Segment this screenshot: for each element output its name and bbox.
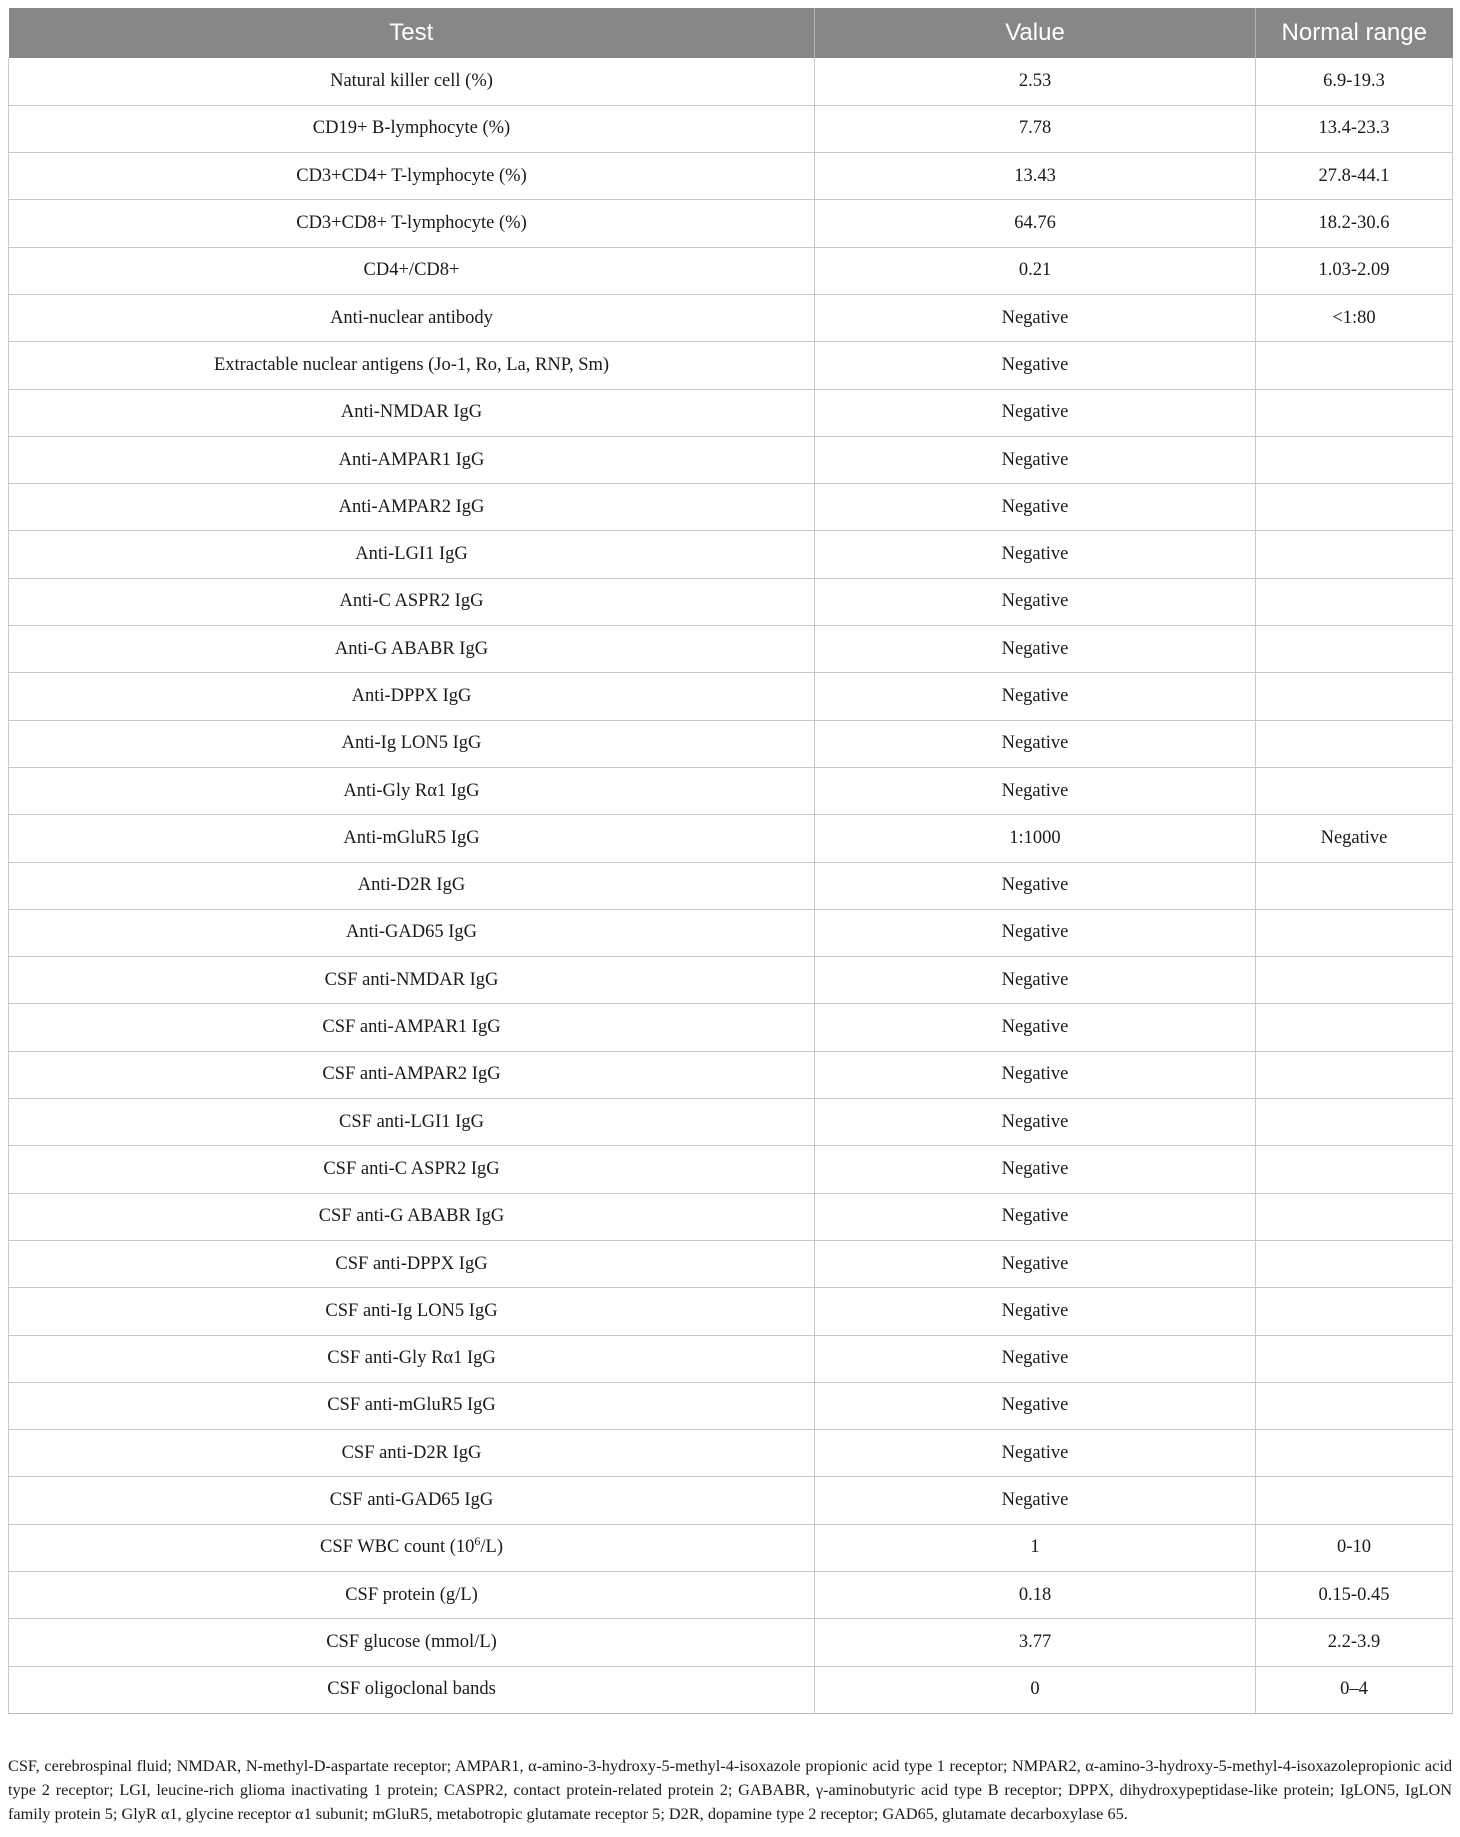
test-name: CSF anti-G ABABR IgG <box>318 1206 505 1227</box>
table-row <box>9 1666 1453 1713</box>
cell-normal-range <box>1256 1477 1453 1524</box>
cell-test <box>9 1477 815 1524</box>
cell-value: Negative <box>815 531 1256 578</box>
cell-value: Negative <box>815 1099 1256 1146</box>
cell-normal-range: <1:80 <box>1256 294 1453 341</box>
cell-value: 1 <box>815 1524 1256 1571</box>
test-name: Natural killer cell (%) <box>330 70 493 91</box>
cell-normal-range: 27.8-44.1 <box>1256 153 1453 200</box>
table-footnote: CSF, cerebrospinal fluid; NMDAR, N-methyl-D-aspartate receptor; AMPAR1, α-amino-3-hydroxy-5-methyl-4-isoxazole propionic acid type 1 receptor; NMPAR2, α-amino-3-hydroxy-5-methyl-4-isoxazolepropionic acid type 2 receptor; LGI, leucine-rich glioma inactivating 1 protein; CASPR2, contact protein-related protein 2; GABABR, γ-aminobutyric acid type B receptor; DPPX, dihydroxypeptidase-like protein; IgLON5, IgLON family protein 5; GlyR α1, glycine receptor α1 subunit; mGluR5, metabotropic glutamate receptor 5; D2R, dopamine type 2 receptor; GAD65, glutamate decarboxylase 65. <box>8 1756 1452 1823</box>
test-name: CSF anti-Gly Rα1 IgG <box>327 1348 496 1369</box>
cell-test <box>9 1288 815 1335</box>
cell-value: 0.18 <box>815 1572 1256 1619</box>
cell-test <box>9 909 815 956</box>
cell-value: 64.76 <box>815 200 1256 247</box>
test-name: CSF anti-AMPAR2 IgG <box>322 1064 501 1085</box>
cell-normal-range <box>1256 1099 1453 1146</box>
cell-test <box>9 1572 815 1619</box>
cell-test <box>9 105 815 152</box>
cell-normal-range <box>1256 626 1453 673</box>
table-row <box>9 673 1453 720</box>
cell-normal-range <box>1256 1004 1453 1051</box>
cell-normal-range: 0–4 <box>1256 1666 1453 1713</box>
cell-value: Negative <box>815 342 1256 389</box>
cell-test <box>9 1051 815 1098</box>
cell-normal-range <box>1256 578 1453 625</box>
table-row <box>9 720 1453 767</box>
test-name: CSF glucose (mmol/L) <box>326 1631 497 1652</box>
table-row <box>9 1430 1453 1477</box>
lab-results-table-container <box>8 8 1452 1714</box>
table-row <box>9 1193 1453 1240</box>
test-name: Anti-D2R IgG <box>357 875 466 896</box>
cell-normal-range <box>1256 436 1453 483</box>
cell-value: Negative <box>815 1430 1256 1477</box>
cell-test <box>9 58 815 105</box>
cell-test <box>9 1382 815 1429</box>
cell-value: Negative <box>815 389 1256 436</box>
cell-test <box>9 389 815 436</box>
cell-test <box>9 200 815 247</box>
table-row <box>9 767 1453 814</box>
test-name: CSF anti-C ASPR2 IgG <box>323 1158 500 1179</box>
table-row <box>9 1240 1453 1287</box>
test-name-superscript: 6 <box>474 1534 481 1549</box>
cell-value: 2.53 <box>815 58 1256 105</box>
table-row <box>9 1477 1453 1524</box>
cell-normal-range <box>1256 957 1453 1004</box>
table-row <box>9 1099 1453 1146</box>
cell-normal-range <box>1256 909 1453 956</box>
test-name: Extractable nuclear antigens (Jo-1, Ro, La, RNP, Sm) <box>213 354 610 375</box>
cell-value: Negative <box>815 720 1256 767</box>
cell-normal-range <box>1256 862 1453 909</box>
table-row <box>9 1335 1453 1382</box>
table-row <box>9 1146 1453 1193</box>
cell-test <box>9 1666 815 1713</box>
cell-test <box>9 862 815 909</box>
cell-normal-range: 18.2-30.6 <box>1256 200 1453 247</box>
table-row <box>9 200 1453 247</box>
cell-value: Negative <box>815 1051 1256 1098</box>
test-name: CD19+ B-lymphocyte (%) <box>312 118 511 139</box>
cell-value: Negative <box>815 767 1256 814</box>
cell-test <box>9 1240 815 1287</box>
table-row <box>9 484 1453 531</box>
table-row <box>9 247 1453 294</box>
table-row <box>9 1524 1453 1571</box>
cell-normal-range: 2.2-3.9 <box>1256 1619 1453 1666</box>
cell-test <box>9 1004 815 1051</box>
table-row <box>9 1051 1453 1098</box>
cell-normal-range <box>1256 1335 1453 1382</box>
test-name: Anti-GAD65 IgG <box>345 922 478 943</box>
cell-value: Negative <box>815 1335 1256 1382</box>
cell-test <box>9 153 815 200</box>
cell-value: Negative <box>815 909 1256 956</box>
cell-test <box>9 531 815 578</box>
test-name: CSF anti-mGluR5 IgG <box>327 1395 496 1416</box>
header-row <box>9 8 1453 58</box>
test-name: CSF anti-Ig LON5 IgG <box>325 1300 498 1321</box>
cell-value: 7.78 <box>815 105 1256 152</box>
cell-test <box>9 1524 815 1571</box>
table-row <box>9 1619 1453 1666</box>
test-name: Anti-G ABABR IgG <box>334 638 489 659</box>
cell-value: Negative <box>815 626 1256 673</box>
cell-value: Negative <box>815 1288 1256 1335</box>
cell-test <box>9 720 815 767</box>
table-row <box>9 294 1453 341</box>
cell-test <box>9 815 815 862</box>
test-name: CSF anti-GAD65 IgG <box>329 1490 494 1511</box>
test-name: Anti-C ASPR2 IgG <box>339 591 484 612</box>
cell-test <box>9 578 815 625</box>
table-header <box>9 8 1453 58</box>
test-name: CSF anti-NMDAR IgG <box>324 969 499 990</box>
cell-value: Negative <box>815 1477 1256 1524</box>
test-name: Anti-AMPAR2 IgG <box>338 496 485 517</box>
table-row <box>9 1572 1453 1619</box>
cell-test <box>9 436 815 483</box>
test-name: CSF WBC count (10 <box>320 1537 475 1558</box>
header-test: Test <box>9 8 815 58</box>
cell-test <box>9 342 815 389</box>
cell-normal-range <box>1256 484 1453 531</box>
cell-value: Negative <box>815 1004 1256 1051</box>
cell-normal-range <box>1256 673 1453 720</box>
cell-value: 3.77 <box>815 1619 1256 1666</box>
cell-normal-range <box>1256 1146 1453 1193</box>
cell-normal-range: 6.9-19.3 <box>1256 58 1453 105</box>
cell-normal-range: 13.4-23.3 <box>1256 105 1453 152</box>
cell-normal-range <box>1256 767 1453 814</box>
cell-test <box>9 484 815 531</box>
test-name: CD3+CD8+ T-lymphocyte (%) <box>296 213 527 234</box>
table-row <box>9 389 1453 436</box>
test-name-suffix: /L) <box>480 1537 503 1558</box>
cell-normal-range <box>1256 1051 1453 1098</box>
test-name: CSF anti-D2R IgG <box>341 1442 482 1463</box>
cell-value: 0 <box>815 1666 1256 1713</box>
table-row <box>9 1004 1453 1051</box>
test-name: Anti-mGluR5 IgG <box>343 827 480 848</box>
cell-normal-range <box>1256 720 1453 767</box>
cell-test <box>9 673 815 720</box>
table-row <box>9 862 1453 909</box>
test-name: Anti-NMDAR IgG <box>340 402 483 423</box>
lab-results-table <box>8 8 1453 1714</box>
table-row <box>9 531 1453 578</box>
test-name: CSF anti-AMPAR1 IgG <box>322 1017 501 1038</box>
table-row <box>9 909 1453 956</box>
cell-test <box>9 1146 815 1193</box>
header-normal-range: Normal range <box>1256 8 1453 58</box>
cell-test <box>9 1430 815 1477</box>
test-name: Anti-Gly Rα1 IgG <box>343 780 480 801</box>
table-row <box>9 957 1453 1004</box>
test-name: Anti-LGI1 IgG <box>355 544 468 565</box>
cell-value: Negative <box>815 436 1256 483</box>
cell-test <box>9 294 815 341</box>
cell-test <box>9 1619 815 1666</box>
cell-normal-range: 0-10 <box>1256 1524 1453 1571</box>
table-row <box>9 58 1453 105</box>
table-row <box>9 1382 1453 1429</box>
test-name: CSF protein (g/L) <box>345 1584 478 1605</box>
cell-value: Negative <box>815 1240 1256 1287</box>
cell-value: 13.43 <box>815 153 1256 200</box>
cell-value: Negative <box>815 484 1256 531</box>
cell-normal-range <box>1256 1382 1453 1429</box>
cell-value: Negative <box>815 1146 1256 1193</box>
cell-value: Negative <box>815 1193 1256 1240</box>
table-row <box>9 342 1453 389</box>
table-body <box>9 58 1453 1713</box>
header-value: Value <box>815 8 1256 58</box>
cell-value: Negative <box>815 294 1256 341</box>
cell-normal-range: 0.15-0.45 <box>1256 1572 1453 1619</box>
table-row <box>9 1288 1453 1335</box>
cell-value: Negative <box>815 673 1256 720</box>
test-name: Anti-AMPAR1 IgG <box>338 449 485 470</box>
table-row <box>9 105 1453 152</box>
cell-normal-range <box>1256 389 1453 436</box>
table-row <box>9 578 1453 625</box>
cell-value: Negative <box>815 862 1256 909</box>
cell-test <box>9 1335 815 1382</box>
cell-normal-range <box>1256 1240 1453 1287</box>
test-name: Anti-Ig LON5 IgG <box>341 733 482 754</box>
cell-normal-range <box>1256 1193 1453 1240</box>
cell-normal-range <box>1256 342 1453 389</box>
cell-test <box>9 957 815 1004</box>
cell-test <box>9 767 815 814</box>
test-name: CD3+CD4+ T-lymphocyte (%) <box>296 165 527 186</box>
cell-value: 1:1000 <box>815 815 1256 862</box>
cell-normal-range <box>1256 1430 1453 1477</box>
test-name: CSF oligoclonal bands <box>327 1679 496 1700</box>
cell-test <box>9 1099 815 1146</box>
cell-test <box>9 247 815 294</box>
test-name: CSF anti-DPPX IgG <box>335 1253 488 1274</box>
table-row <box>9 153 1453 200</box>
cell-value: Negative <box>815 578 1256 625</box>
cell-normal-range <box>1256 531 1453 578</box>
table-row <box>9 626 1453 673</box>
test-name: CD4+/CD8+ <box>363 260 460 281</box>
cell-value: 0.21 <box>815 247 1256 294</box>
cell-test <box>9 626 815 673</box>
test-name: Anti-DPPX IgG <box>351 686 472 706</box>
table-row <box>9 436 1453 483</box>
cell-normal-range <box>1256 1288 1453 1335</box>
cell-normal-range: 1.03-2.09 <box>1256 247 1453 294</box>
test-name: CSF anti-LGI1 IgG <box>339 1111 484 1132</box>
cell-value: Negative <box>815 1382 1256 1429</box>
test-name: Anti-nuclear antibody <box>330 307 493 328</box>
cell-value: Negative <box>815 957 1256 1004</box>
table-row <box>9 815 1453 862</box>
cell-test <box>9 1193 815 1240</box>
cell-normal-range: Negative <box>1256 815 1453 862</box>
